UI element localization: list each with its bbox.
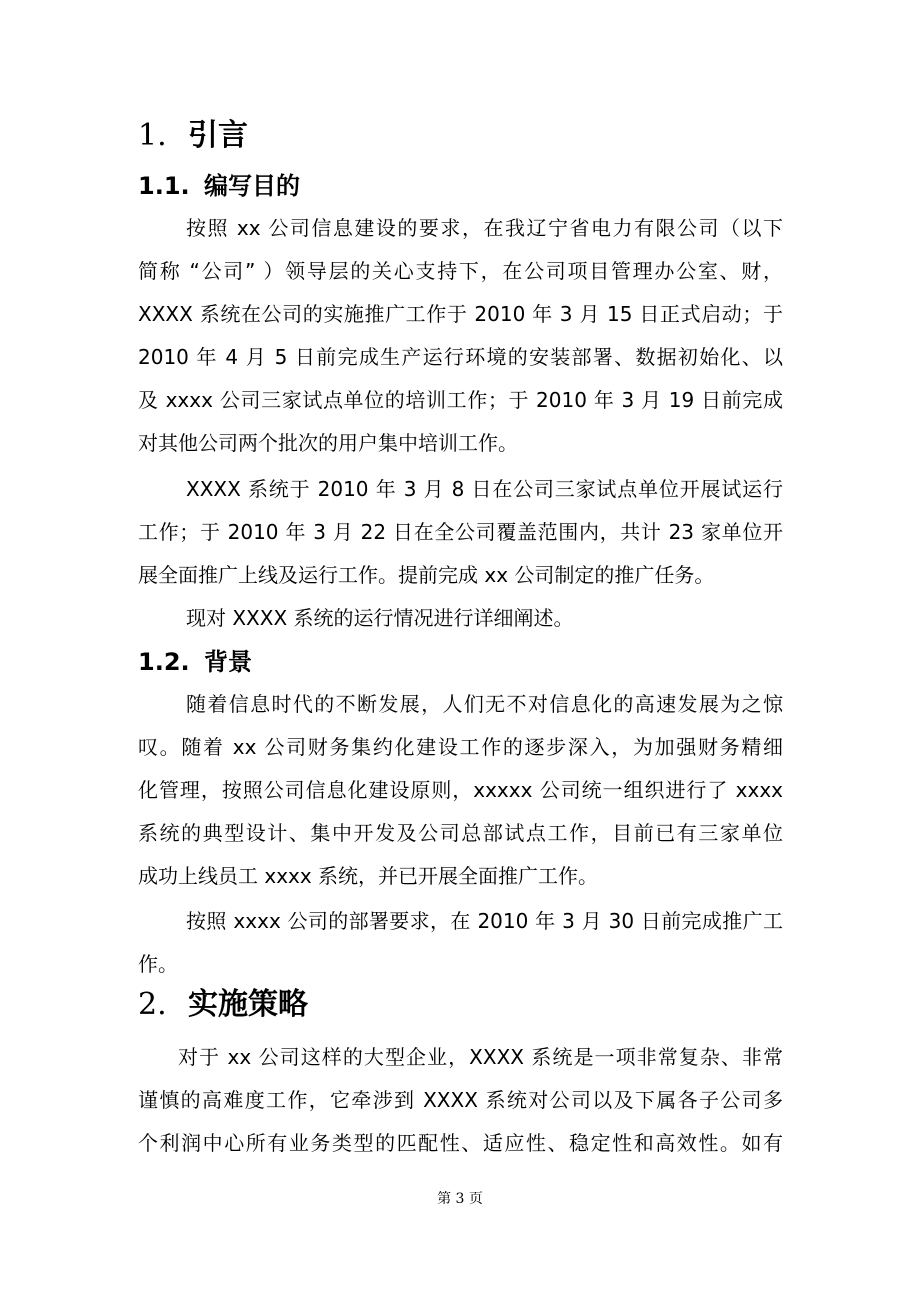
text-line: 按照 xxxx 公司的部署要求，在 2010 年 3 月 30 日前完成推广工 — [186, 909, 783, 933]
text-line: 成功上线员工 xxxx 系统，并已开展全面推广工作。 — [138, 864, 599, 888]
heading-section-1-2 — [138, 645, 252, 679]
paragraph-purpose-3 — [138, 597, 783, 640]
heading-number: 1. — [138, 118, 167, 153]
text-line: 作。 — [138, 952, 178, 976]
heading-section-2 — [138, 985, 308, 1025]
heading-section-1-1 — [138, 169, 300, 203]
text-line: 现对 XXXX 系统的运行情况进行详细阐述。 — [186, 606, 574, 630]
text-line: 化管理，按照公司信息化建设原则，xxxxx 公司统一组织进行了 xxxx — [138, 778, 783, 802]
heading-number: 1.2. — [138, 648, 190, 676]
text-line: 按照 xx 公司信息建设的要求，在我辽宁省电力有限公司（以下 — [186, 216, 783, 240]
text-line: 简称 “公司” ）领导层的关心支持下，在公司项目管理办公室、财， — [138, 259, 783, 283]
text-line: 谨慎的高难度工作，它牵涉到 XXXX 系统对公司以及下属各子公司多 — [138, 1088, 783, 1112]
heading-title: 实施策略 — [188, 987, 308, 1022]
heading-title: 背景 — [204, 648, 252, 676]
page-number-footer: 第 3 页 — [437, 1191, 483, 1207]
heading-title: 引言 — [188, 118, 248, 153]
text-line: 展全面推广上线及运行工作。提前完成 xx 公司制定的推广任务。 — [138, 563, 715, 587]
text-line: 叹。随着 xx 公司财务集约化建设工作的逐步深入，为加强财务精细 — [138, 735, 783, 759]
heading-title: 编写目的 — [204, 172, 300, 200]
text-line: 个利润中心所有业务类型的匹配性、适应性、稳定性和高效性。如有 — [138, 1131, 783, 1155]
text-line: 对其他公司两个批次的用户集中培训工作。 — [138, 431, 518, 455]
text-line: 随着信息时代的不断发展，人们无不对信息化的高速发展为之惊 — [186, 692, 783, 716]
paragraph-strategy-1 — [138, 1036, 783, 1165]
paragraph-purpose-1 — [138, 207, 783, 465]
paragraph-purpose-2 — [138, 468, 783, 597]
text-line: XXXX 系统在公司的实施推广工作于 2010 年 3 月 15 日正式启动；于 — [138, 302, 783, 326]
text-line: 系统的典型设计、集中开发及公司总部试点工作，目前已有三家单位 — [138, 821, 783, 845]
text-line: 对于 xx 公司这样的大型企业，XXXX 系统是一项非常复杂、非常 — [178, 1045, 783, 1069]
text-line: 及 xxxx 公司三家试点单位的培训工作；于 2010 年 3 月 19 日前完成 — [138, 388, 783, 412]
heading-number: 2. — [138, 987, 167, 1022]
text-line: XXXX 系统于 2010 年 3 月 8 日在公司三家试点单位开展试运行 — [186, 477, 783, 501]
paragraph-background-1 — [138, 683, 783, 898]
paragraph-background-2 — [138, 900, 783, 986]
heading-section-1 — [138, 116, 248, 156]
heading-number: 1.1. — [138, 172, 190, 200]
text-line: 工作；于 2010 年 3 月 22 日在全公司覆盖范围内，共计 23 家单位开 — [138, 520, 783, 544]
text-line: 2010 年 4 月 5 日前完成生产运行环境的安装部署、数据初始化、以 — [138, 345, 783, 369]
